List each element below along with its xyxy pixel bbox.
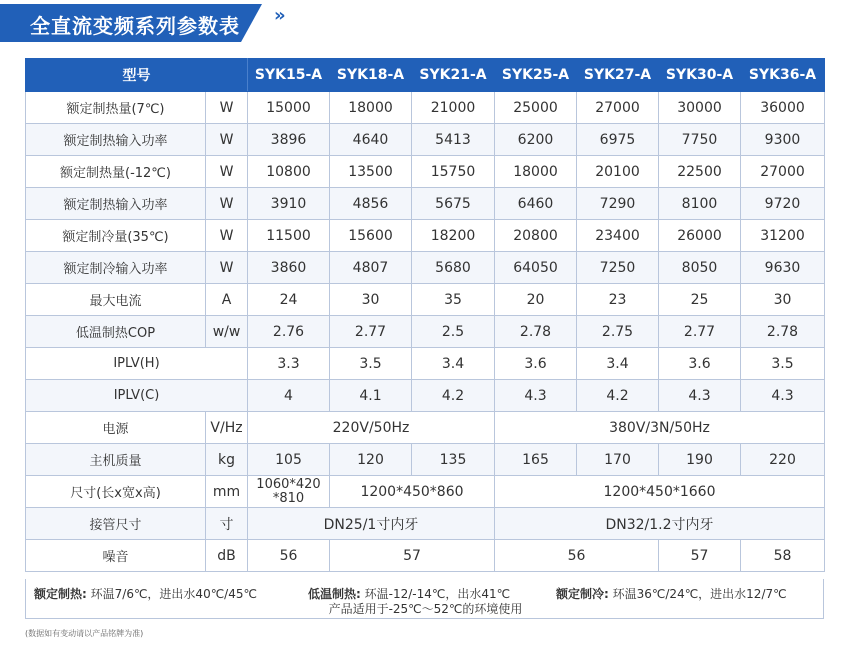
value-cell: 3.5 [741,348,825,380]
unit-cell: W [206,124,248,156]
value-cell: 2.77 [330,316,412,348]
value-cell: 4807 [330,252,412,284]
unit-cell: A [206,284,248,316]
header-model-1: SYK15-A [248,59,330,92]
header-model-3: SYK21-A [412,59,495,92]
value-cell [248,476,330,508]
value-cell: 7750 [659,124,741,156]
value-cell: 135 [412,444,495,476]
note-label: 低温制热: [308,587,361,601]
table-row [26,348,825,380]
value-cell: 57 [659,540,741,572]
param-label: 接管尺寸 [26,508,206,540]
table-row [26,188,825,220]
value-cell: 170 [577,444,659,476]
unit-cell: V/Hz [206,412,248,444]
param-label: IPLV(C) [26,380,248,412]
value-cell: 105 [248,444,330,476]
value-cell: 9720 [741,188,825,220]
value-cell: 2.78 [741,316,825,348]
table-row [26,156,825,188]
value-cell: 20800 [495,220,577,252]
param-label: 噪音 [26,540,206,572]
table-header-row [26,59,825,92]
table-row [26,252,825,284]
value-cell: 3.4 [577,348,659,380]
value-cell: 4856 [330,188,412,220]
value-cell: 31200 [741,220,825,252]
unit-cell: W [206,188,248,220]
value-cell: 27000 [577,92,659,124]
conditions-notes [25,579,824,619]
value-cell: 7250 [577,252,659,284]
value-cell: 15000 [248,92,330,124]
value-cell: 10800 [248,156,330,188]
value-cell: 21000 [412,92,495,124]
value-cell: 6460 [495,188,577,220]
param-label: 额定制热量(-12℃) [26,156,206,188]
size-line-1: 1060*420 [256,476,321,492]
value-cell: 36000 [741,92,825,124]
unit-cell: W [206,92,248,124]
value-cell: 190 [659,444,741,476]
unit-cell: kg [206,444,248,476]
value-cell: DN32/1.2寸内牙 [495,508,825,540]
table-body [26,92,825,572]
unit-cell: W [206,156,248,188]
value-cell: 4.3 [659,380,741,412]
header-model-7: SYK36-A [741,59,825,92]
table-row [26,316,825,348]
value-cell: 57 [330,540,495,572]
value-cell: 56 [248,540,330,572]
table-row [26,124,825,156]
value-cell: 4.3 [495,380,577,412]
value-cell: 15750 [412,156,495,188]
note-label: 额定制热: [34,587,87,601]
value-cell: 18000 [330,92,412,124]
value-cell: 11500 [248,220,330,252]
value-cell: 56 [495,540,659,572]
value-cell: 30 [330,284,412,316]
header-model-4: SYK25-A [495,59,577,92]
note-text: 环温7/6℃，进出水40℃/45℃ [90,587,257,601]
param-label: 电源 [26,412,206,444]
value-cell: 20100 [577,156,659,188]
value-cell: 3910 [248,188,330,220]
value-cell: 27000 [741,156,825,188]
param-label: 低温制热COP [26,316,206,348]
value-cell: 2.75 [577,316,659,348]
value-cell: 1200*450*860 [330,476,495,508]
value-cell: 2.77 [659,316,741,348]
value-cell: 6975 [577,124,659,156]
header-model-5: SYK27-A [577,59,659,92]
value-cell: 3.5 [330,348,412,380]
value-cell: 30000 [659,92,741,124]
param-label: 主机质量 [26,444,206,476]
param-label: 额定制冷输入功率 [26,252,206,284]
value-cell: 1200*450*1660 [495,476,825,508]
value-cell: 165 [495,444,577,476]
table-row-power [26,412,825,444]
value-cell: 5680 [412,252,495,284]
value-cell: 220 [741,444,825,476]
note-text: 环温-12/-14℃，出水41℃ [364,587,511,601]
param-label: 额定制冷量(35℃) [26,220,206,252]
value-cell: 3860 [248,252,330,284]
value-cell: 9300 [741,124,825,156]
value-cell: 24 [248,284,330,316]
value-cell: 3896 [248,124,330,156]
size-line-2: *810 [272,490,305,506]
value-cell: 5413 [412,124,495,156]
param-label: 最大电流 [26,284,206,316]
param-label: 额定制热量(7℃) [26,92,206,124]
table-row-noise [26,540,825,572]
double-chevron-icon: » [274,5,286,26]
value-cell: 4640 [330,124,412,156]
value-cell: 35 [412,284,495,316]
value-cell: 4.2 [412,380,495,412]
value-cell: 23400 [577,220,659,252]
value-cell: 5675 [412,188,495,220]
unit-cell: mm [206,476,248,508]
header-model-2: SYK18-A [330,59,412,92]
table-row-size [26,476,825,508]
value-cell: 20 [495,284,577,316]
value-cell: 9630 [741,252,825,284]
value-cell: 120 [330,444,412,476]
value-cell: 3.6 [659,348,741,380]
value-cell: 220V/50Hz [248,412,495,444]
value-cell: 4 [248,380,330,412]
spec-table-container [25,58,824,572]
value-cell: 25000 [495,92,577,124]
param-label: IPLV(H) [26,348,248,380]
note-text: 环温36℃/24℃，进出水12/7℃ [612,587,787,601]
value-cell: 58 [741,540,825,572]
value-cell: 380V/3N/50Hz [495,412,825,444]
value-cell: 3.6 [495,348,577,380]
value-cell: 3.4 [412,348,495,380]
value-cell: 8100 [659,188,741,220]
value-cell: 4.1 [330,380,412,412]
spec-table [25,58,825,572]
value-cell: 30 [741,284,825,316]
value-cell: 18200 [412,220,495,252]
value-cell: 15600 [330,220,412,252]
unit-cell: 寸 [206,508,248,540]
table-row-mass [26,444,825,476]
header-model-6: SYK30-A [659,59,741,92]
value-cell: DN25/1寸内牙 [248,508,495,540]
value-cell: 64050 [495,252,577,284]
value-cell: 2.5 [412,316,495,348]
table-row-pipe [26,508,825,540]
header-model: 型号 [26,59,248,92]
param-label: 额定制热输入功率 [26,188,206,220]
value-cell: 13500 [330,156,412,188]
unit-cell: W [206,252,248,284]
value-cell: 8050 [659,252,741,284]
page-title: 全直流变频系列参数表 [30,14,240,38]
value-cell: 6200 [495,124,577,156]
value-cell: 3.3 [248,348,330,380]
value-cell: 4.3 [741,380,825,412]
value-cell: 7290 [577,188,659,220]
page-header [0,0,850,50]
value-cell: 4.2 [577,380,659,412]
value-cell: 2.78 [495,316,577,348]
table-row [26,380,825,412]
unit-cell: dB [206,540,248,572]
param-label: 尺寸(长x宽x高) [26,476,206,508]
param-label: 额定制热输入功率 [26,124,206,156]
value-cell: 2.76 [248,316,330,348]
value-cell: 22500 [659,156,741,188]
footnote: (数据如有变动请以产品铭牌为准) [25,629,144,638]
unit-cell: w/w [206,316,248,348]
unit-cell: W [206,220,248,252]
value-cell: 23 [577,284,659,316]
table-row [26,92,825,124]
note-label: 额定制冷: [556,587,609,601]
value-cell: 25 [659,284,741,316]
value-cell: 18000 [495,156,577,188]
table-row [26,220,825,252]
table-row [26,284,825,316]
note-operating-range: 产品适用于-25℃～52℃的环境使用 [328,602,523,616]
value-cell: 26000 [659,220,741,252]
